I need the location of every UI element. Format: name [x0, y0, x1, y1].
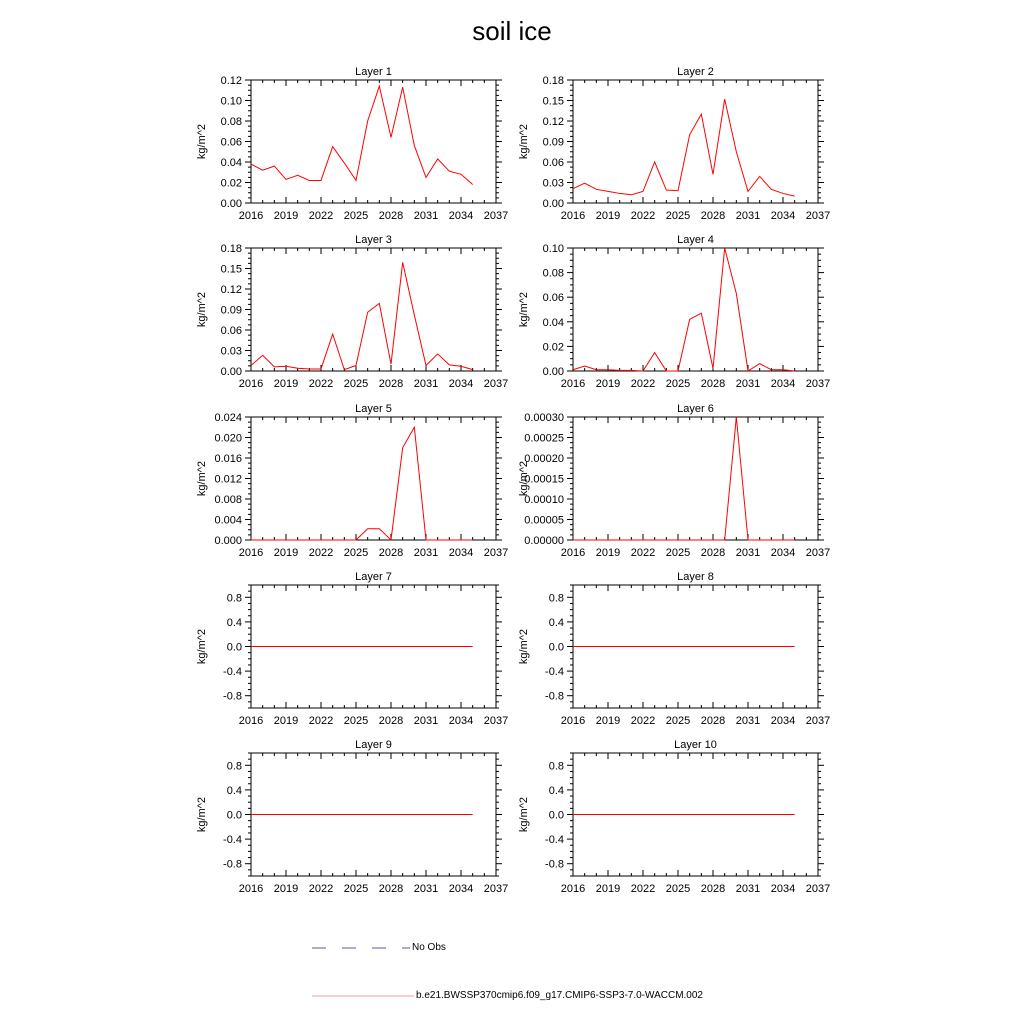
y-tick-label: 0.004 — [214, 514, 242, 527]
series-line-layer-6 — [573, 417, 795, 540]
panel-layer-7 — [196, 571, 508, 727]
x-tick-label: 2037 — [805, 210, 831, 222]
x-tick-label: 2019 — [273, 547, 299, 559]
x-tick-label: 2016 — [560, 378, 586, 390]
y-tick-label: 0.00000 — [524, 535, 564, 547]
x-tick-label: 2025 — [343, 378, 369, 390]
y-tick-label: 0.012 — [214, 473, 242, 486]
legend-obs-label: No Obs — [412, 942, 446, 953]
y-tick-label: 0.03 — [220, 345, 242, 358]
y-tick-label: 0.8 — [548, 760, 564, 773]
panel-layer-6 — [518, 403, 830, 559]
y-tick-label: 0.016 — [214, 453, 242, 465]
panel-frame — [573, 80, 818, 203]
x-tick-label: 2025 — [343, 547, 369, 559]
y-tick-label: -0.8 — [223, 858, 242, 871]
x-tick-label: 2034 — [448, 378, 474, 390]
y-tick-label: 0.00030 — [524, 412, 564, 424]
y-tick-label: 0.00 — [542, 198, 564, 210]
series-line-layer-5 — [251, 427, 473, 540]
y-tick-label: 0.06 — [542, 157, 564, 169]
page-title: soil ice — [472, 16, 552, 46]
y-tick-label: 0.4 — [548, 616, 564, 629]
x-tick-label: 2022 — [308, 883, 334, 895]
y-axis-label: kg/m^2 — [196, 796, 208, 833]
y-axis-label: kg/m^2 — [196, 123, 208, 160]
x-tick-label: 2025 — [665, 210, 691, 222]
panel-title: Layer 6 — [677, 403, 714, 415]
panel-frame — [251, 417, 496, 540]
y-tick-label: -0.4 — [545, 666, 564, 679]
y-tick-label: 0.10 — [542, 243, 564, 255]
y-tick-label: -0.4 — [545, 834, 564, 847]
x-tick-label: 2028 — [700, 715, 726, 727]
y-axis-label: kg/m^2 — [518, 460, 530, 497]
x-tick-label: 2022 — [308, 547, 334, 559]
x-tick-label: 2031 — [735, 378, 761, 390]
y-tick-label: 0.00015 — [524, 473, 564, 486]
legend-model-label: b.e21.BWSSP370cmip6.f09_g17.CMIP6-SSP3-7.0-WACCM.002 — [416, 990, 703, 1001]
x-tick-label: 2019 — [595, 210, 621, 222]
y-tick-label: -0.4 — [223, 666, 242, 679]
x-tick-label: 2031 — [413, 210, 439, 222]
x-tick-label: 2019 — [595, 547, 621, 559]
x-tick-label: 2034 — [770, 210, 796, 222]
x-tick-label: 2028 — [378, 883, 404, 895]
x-tick-label: 2019 — [595, 883, 621, 895]
x-tick-label: 2031 — [413, 883, 439, 895]
panel-title: Layer 10 — [674, 739, 717, 751]
panel-frame — [573, 417, 818, 540]
x-tick-label: 2022 — [630, 378, 656, 390]
panel-frame — [251, 80, 496, 203]
legend-obs-swatch — [310, 943, 410, 953]
x-tick-label: 2025 — [343, 715, 369, 727]
x-tick-label: 2028 — [378, 547, 404, 559]
y-tick-label: 0.0 — [548, 641, 564, 654]
x-tick-label: 2016 — [560, 547, 586, 559]
y-tick-label: 0.03 — [542, 177, 564, 190]
y-tick-label: 0.15 — [220, 263, 242, 276]
panel-layer-4 — [518, 234, 830, 390]
y-tick-label: -0.4 — [223, 834, 242, 847]
y-tick-label: 0.12 — [220, 75, 242, 87]
x-tick-label: 2037 — [483, 883, 509, 895]
series-line-layer-4 — [573, 248, 795, 371]
x-tick-label: 2019 — [273, 715, 299, 727]
y-tick-label: -0.8 — [545, 690, 564, 703]
x-tick-label: 2028 — [700, 378, 726, 390]
x-tick-label: 2016 — [238, 883, 264, 895]
x-tick-label: 2034 — [770, 715, 796, 727]
y-tick-label: 0.12 — [220, 284, 242, 296]
panel-title: Layer 8 — [677, 571, 714, 583]
y-tick-label: 0.000 — [214, 535, 242, 547]
x-tick-label: 2019 — [273, 210, 299, 222]
y-tick-label: 0.00 — [220, 366, 242, 378]
y-tick-label: 0.024 — [214, 412, 242, 424]
x-tick-label: 2031 — [735, 547, 761, 559]
x-tick-label: 2025 — [665, 715, 691, 727]
x-tick-label: 2025 — [665, 547, 691, 559]
y-tick-label: 0.12 — [542, 116, 564, 128]
y-tick-label: 0.0 — [226, 809, 242, 822]
y-tick-label: 0.00025 — [524, 432, 564, 445]
x-tick-label: 2016 — [560, 715, 586, 727]
y-tick-label: 0.4 — [548, 784, 564, 797]
x-tick-label: 2019 — [273, 883, 299, 895]
panel-title: Layer 4 — [677, 234, 714, 246]
y-tick-label: 0.09 — [220, 304, 242, 317]
y-tick-label: 0.06 — [220, 136, 242, 149]
x-tick-label: 2016 — [238, 715, 264, 727]
panel-title: Layer 1 — [355, 66, 392, 78]
x-tick-label: 2037 — [805, 883, 831, 895]
series-line-layer-3 — [251, 262, 473, 369]
x-tick-label: 2022 — [630, 547, 656, 559]
x-tick-label: 2022 — [630, 715, 656, 727]
x-tick-label: 2016 — [238, 210, 264, 222]
legend-no-obs — [310, 942, 446, 953]
x-tick-label: 2034 — [448, 210, 474, 222]
y-tick-label: 0.00 — [220, 198, 242, 210]
y-axis-label: kg/m^2 — [196, 460, 208, 497]
y-axis-label: kg/m^2 — [518, 291, 530, 328]
x-tick-label: 2028 — [378, 210, 404, 222]
legend-model-swatch — [310, 991, 414, 1001]
panel-layer-1 — [196, 66, 508, 222]
y-tick-label: 0.09 — [542, 136, 564, 149]
y-axis-label: kg/m^2 — [518, 123, 530, 160]
y-tick-label: 0.15 — [542, 95, 564, 108]
y-tick-label: 0.02 — [542, 341, 564, 354]
y-axis-label: kg/m^2 — [196, 628, 208, 665]
x-tick-label: 2031 — [735, 210, 761, 222]
x-tick-label: 2034 — [770, 883, 796, 895]
y-tick-label: 0.00005 — [524, 514, 564, 527]
y-tick-label: 0.06 — [542, 292, 564, 305]
x-tick-label: 2022 — [308, 715, 334, 727]
x-tick-label: 2028 — [700, 547, 726, 559]
panel-frame — [251, 248, 496, 371]
x-tick-label: 2037 — [483, 210, 509, 222]
x-tick-label: 2016 — [560, 883, 586, 895]
x-tick-label: 2034 — [448, 883, 474, 895]
y-tick-label: -0.8 — [223, 690, 242, 703]
x-tick-label: 2034 — [770, 547, 796, 559]
panel-layer-2 — [518, 66, 830, 222]
y-axis-label: kg/m^2 — [518, 796, 530, 833]
x-tick-label: 2016 — [560, 210, 586, 222]
panel-layer-8 — [518, 571, 830, 727]
y-tick-label: 0.0 — [226, 641, 242, 654]
series-line-layer-2 — [573, 99, 795, 196]
y-tick-label: 0.00020 — [524, 453, 564, 465]
x-tick-label: 2028 — [700, 883, 726, 895]
x-tick-label: 2025 — [665, 378, 691, 390]
x-tick-label: 2016 — [238, 547, 264, 559]
panel-title: Layer 9 — [355, 739, 392, 751]
y-tick-label: 0.18 — [542, 75, 564, 87]
x-tick-label: 2019 — [273, 378, 299, 390]
x-tick-label: 2016 — [238, 378, 264, 390]
panel-title: Layer 3 — [355, 234, 392, 246]
x-tick-label: 2031 — [735, 715, 761, 727]
y-tick-label: 0.4 — [226, 784, 242, 797]
x-tick-label: 2031 — [413, 547, 439, 559]
x-tick-label: 2028 — [378, 715, 404, 727]
x-tick-label: 2022 — [630, 210, 656, 222]
x-tick-label: 2025 — [665, 883, 691, 895]
x-tick-label: 2028 — [700, 210, 726, 222]
y-tick-label: 0.8 — [226, 760, 242, 773]
y-axis-label: kg/m^2 — [196, 291, 208, 328]
y-tick-label: 0.008 — [214, 494, 242, 506]
x-tick-label: 2019 — [595, 378, 621, 390]
x-tick-label: 2022 — [308, 378, 334, 390]
x-tick-label: 2025 — [343, 210, 369, 222]
x-tick-label: 2037 — [805, 715, 831, 727]
x-tick-label: 2031 — [413, 378, 439, 390]
panel-title: Layer 2 — [677, 66, 714, 78]
y-axis-label: kg/m^2 — [518, 628, 530, 665]
y-tick-label: 0.00010 — [524, 494, 564, 506]
y-tick-label: 0.08 — [220, 116, 242, 128]
y-tick-label: 0.04 — [220, 157, 242, 169]
y-tick-label: 0.06 — [220, 325, 242, 337]
x-tick-label: 2019 — [595, 715, 621, 727]
y-tick-label: -0.8 — [545, 858, 564, 871]
y-tick-label: 0.8 — [226, 592, 242, 605]
y-tick-label: 0.4 — [226, 616, 242, 629]
y-tick-label: 0.00 — [542, 366, 564, 378]
y-tick-label: 0.02 — [220, 177, 242, 190]
y-tick-label: 0.08 — [542, 267, 564, 280]
panel-layer-10 — [518, 739, 830, 895]
panel-frame — [573, 248, 818, 371]
x-tick-label: 2028 — [378, 378, 404, 390]
x-tick-label: 2037 — [483, 378, 509, 390]
x-tick-label: 2034 — [448, 547, 474, 559]
x-tick-label: 2037 — [483, 715, 509, 727]
y-tick-label: 0.04 — [542, 316, 564, 329]
x-tick-label: 2037 — [805, 378, 831, 390]
y-tick-label: 0.18 — [220, 243, 242, 255]
x-tick-label: 2037 — [483, 547, 509, 559]
x-tick-label: 2037 — [805, 547, 831, 559]
y-tick-label: 0.8 — [548, 592, 564, 605]
x-tick-label: 2031 — [413, 715, 439, 727]
x-tick-label: 2034 — [770, 378, 796, 390]
x-tick-label: 2034 — [448, 715, 474, 727]
panel-layer-9 — [196, 739, 508, 895]
panel-layer-5 — [196, 403, 508, 559]
y-tick-label: 0.0 — [548, 809, 564, 822]
panel-layer-3 — [196, 234, 508, 390]
y-tick-label: 0.10 — [220, 95, 242, 108]
panel-title: Layer 5 — [355, 403, 392, 415]
x-tick-label: 2022 — [630, 883, 656, 895]
panel-title: Layer 7 — [355, 571, 392, 583]
x-tick-label: 2022 — [308, 210, 334, 222]
series-line-layer-1 — [251, 86, 473, 184]
x-tick-label: 2031 — [735, 883, 761, 895]
y-tick-label: 0.020 — [214, 432, 242, 445]
legend-model — [310, 990, 703, 1001]
x-tick-label: 2025 — [343, 883, 369, 895]
